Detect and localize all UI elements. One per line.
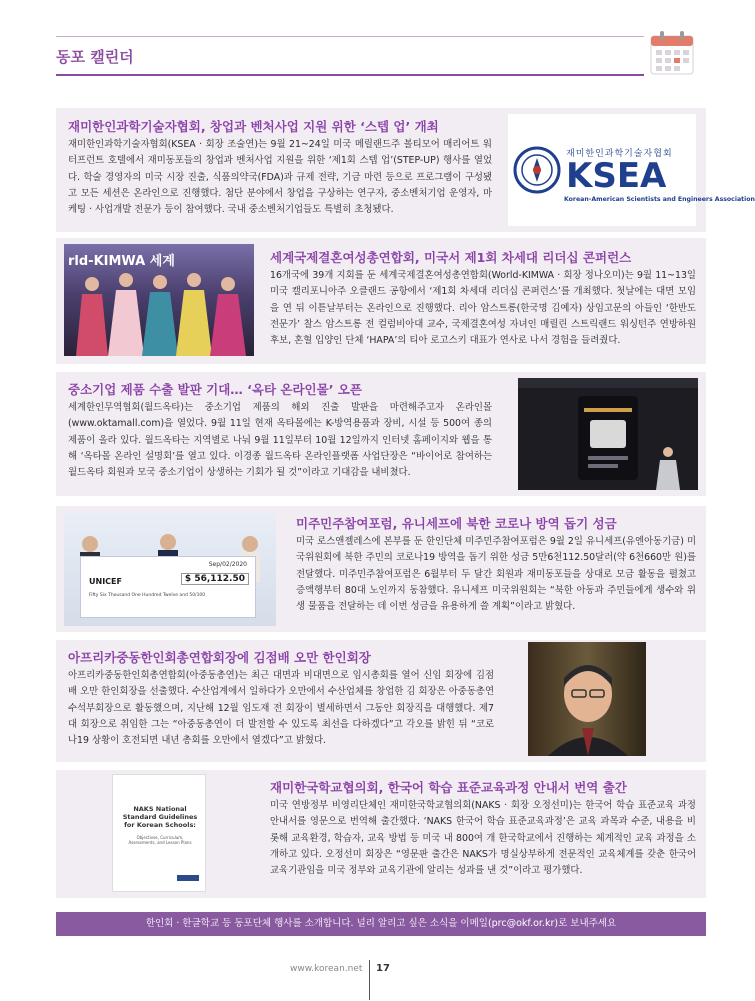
header-rule bbox=[56, 74, 644, 76]
article-title: 미주민주참여포럼, 유니세프에 북한 코로나 방역 돕기 성금 bbox=[296, 516, 617, 531]
page-number: 17 bbox=[376, 963, 390, 974]
article-unicef bbox=[56, 506, 706, 632]
kimwa-photo bbox=[64, 244, 254, 356]
page-title: 동포 캘린더 bbox=[56, 48, 134, 66]
article-body: 세계한인무역협회(월드옥타)는 중소기업 제품의 해외 진출 발판을 마련해주고자 온라인몰(www.oktamall.com)을 열었다. 9월 11일 현재 옥타몰에는 K-방역용품과 장비, 시설 등 500여 종의 제품이 올라 있다. 월드옥타는 지역별로 나눠 9월 11일부터 10월 12일까지 인터넷 홈페이지와 웹을 통해 ‘옥타몰 온라인 설명회’를 열고 있다. 이경종 월드옥타 온라인플랫폼 사업단장은 “바이어로 참여하는 월드옥타 회원과 모국 중소기업이 상생하는 기회가 될 것”이라고 기대감을 내비쳤다. bbox=[68, 402, 492, 479]
ksea-english-name: Korean-American Scientists and Engineers Association bbox=[564, 196, 755, 203]
check-amount-words: Fifty Six Thousand One Hundred Twelve and 50/100 bbox=[89, 593, 206, 598]
okta-video-screenshot bbox=[518, 378, 698, 490]
check-payee: UNICEF bbox=[89, 577, 122, 586]
calendar-icon bbox=[650, 30, 694, 76]
article-title: 중소기업 제품 수출 발판 기대… ‘옥타 온라인몰’ 오픈 bbox=[68, 382, 362, 397]
article-body: 재미한인과학기술자협회(KSEA · 회장 조술연)는 9월 21~24일 미국 메릴랜드주 볼티모어 매리어트 워터프런트 호텔에서 재미동포들의 창업과 벤처사업 지원을 위한 ‘제1회 스텝 업’(STEP-UP) 행사를 열었다. 학술 경영자의 미국 시장 진출, 식품의약국(FDA)과 규제 전략, 기금 마련 등으로 프로그램이 구성됐고 모든 세션은 온라인으로 진행했다. 첨단 분야에서 창업을 구상하는 연구자, 중소벤처기업 운영자, 마케팅 · 사업개발 전문가 등이 참여했다. 국내 중소벤처기업들도 특별히 초청됐다. bbox=[68, 139, 492, 216]
article-kimwa bbox=[56, 238, 706, 364]
article-body: 16개국에 39개 지회를 둔 세계국제결혼여성총연합회(World-KIMWA · 회장 정나오미)는 9월 11~13일 미국 캘리포니아주 오클랜드 공항에서 ‘제1회 차세대 리더십 콘퍼런스’를 개최했다. 첫날에는 대면 모임을 연 뒤 이튿날부터는 온라인으로 진행했다. 리아 암스트롱(한국명 김예자) 상임고문의 아들인 ‘한반도 전문가’ 찰스 암스트롱 전 컬럼비아대 교수, 국제결혼여성 자녀인 매릴린 스트릭랜드 워싱턴주 연방하원 후보, 혼혈 입양인 단체 ‘HAPA’의 티아 로고스키 대표가 연사로 나서 경험을 들려줬다. bbox=[270, 270, 696, 347]
article-okta bbox=[56, 372, 706, 496]
article-body: 미국 로스앤젤레스에 본부를 둔 한인단체 미주민주참여포럼은 9월 2일 유니세프(유엔아동기금) 미국위원회에 북한 주민의 코로나19 방역을 돕기 위한 성금 5만6천112.50달러(약 6천660만 원)를 전달했다. 미주민주참여포럼은 6월부터 두 달간 회원과 재미동포들을 상대로 모금 활동을 펼쳤고 증액행부터 80대 노인까지 동참했다. 유니세프 미국위원회는 “북한 아동과 주민들에게 생수와 위생 물품을 전달하는 데 이번 성금을 유용하게 쓸 계획”이라고 밝혔다. bbox=[296, 536, 696, 613]
footer-url: www.korean.net bbox=[290, 964, 363, 974]
article-title: 세계국제결혼여성총연합회, 미국서 제1회 차세대 리더십 콘퍼런스 bbox=[270, 250, 632, 265]
unicef-donation-photo bbox=[64, 512, 276, 626]
article-naks bbox=[56, 770, 706, 898]
footer-divider bbox=[369, 960, 370, 1000]
article-title: 재미한국학교협의회, 한국어 학습 표준교육과정 안내서 번역 출간 bbox=[270, 780, 627, 795]
ksea-korean-name: 재미한인과학기술자협회 bbox=[566, 149, 673, 159]
article-body: 미국 연방정부 비영리단체인 재미한국학교협의회(NAKS · 회장 오정선미)는 한국어 학습 표준교육 과정 안내서를 영문으로 번역해 출간했다. ‘NAKS 한국어 학습 표준교육과정’은 교육 과목과 수준, 내용을 비롯해 교육환경, 학습자, 교육 방법 등 미국 내 800여 개 한국학교에서 진행하는 체계적인 교육 과정을 소개하고 있다. 오정선미 회장은 “영문판 출간은 NAKS가 명실상부하게 전문적인 교육체계를 갖춘 한국어 교육기관임을 미국 정부와 교육기관에 알리는 성과를 낸 것”이라고 평가했다. bbox=[270, 800, 696, 877]
article-title: 아프리카중동한인회총연합회장에 김점배 오만 한인회장 bbox=[68, 650, 371, 665]
book-title: NAKS National Standard Guidelines for Korean Schools: bbox=[122, 805, 198, 829]
book-subtitle: Objectives, Curriculum, Assessments, and Lesson Plans bbox=[128, 835, 192, 845]
giant-check bbox=[80, 556, 256, 618]
article-ksea bbox=[56, 108, 755, 232]
article-africa-mideast bbox=[56, 640, 706, 762]
article-body: 아프리카중동한인회총연합회(아중동총연)는 최근 대면과 비대면으로 임시총회를 열어 신임 회장에 김점배 오만 한인회장을 선출했다. 수산업계에서 일하다가 오만에서 수산업체를 창업한 김 회장은 아중동총연 수석부회장으로 활동했으며, 지난해 12월 임도재 전 회장이 별세하면서 그동안 회장직을 대행했다. 제7대 회장으로 취임한 그는 “아중동총연이 더 발전할 수 있도록 최선을 다하겠다”고 각오를 밝힌 뒤 “코로나19 상황이 호전되면 내년 총회를 오만에서 열겠다”고 밝혔다. bbox=[68, 670, 494, 747]
kim-portrait-photo bbox=[528, 642, 646, 756]
page-header bbox=[56, 36, 640, 80]
article-title: 재미한인과학기술자협회, 창업과 벤처사업 지원 위한 ‘스텝 업’ 개최 bbox=[68, 119, 439, 134]
check-amount: $ 56,112.50 bbox=[181, 573, 249, 585]
header-top-rule bbox=[56, 36, 644, 37]
ksea-logo bbox=[508, 114, 755, 226]
submission-notice-bar: 한인회 · 한글학교 등 동포단체 행사를 소개합니다. 널리 알리고 싶은 소식을 이메일(prc@okf.or.kr)로 보내주세요 bbox=[56, 912, 706, 936]
ksea-abbr: KSEA bbox=[566, 156, 667, 196]
check-date: Sep/02/2020 bbox=[208, 561, 247, 568]
naks-book-cover bbox=[112, 774, 206, 892]
naks-logo-mark bbox=[177, 875, 199, 881]
kimwa-banner: rld-KIMWA 세계 bbox=[68, 254, 175, 269]
